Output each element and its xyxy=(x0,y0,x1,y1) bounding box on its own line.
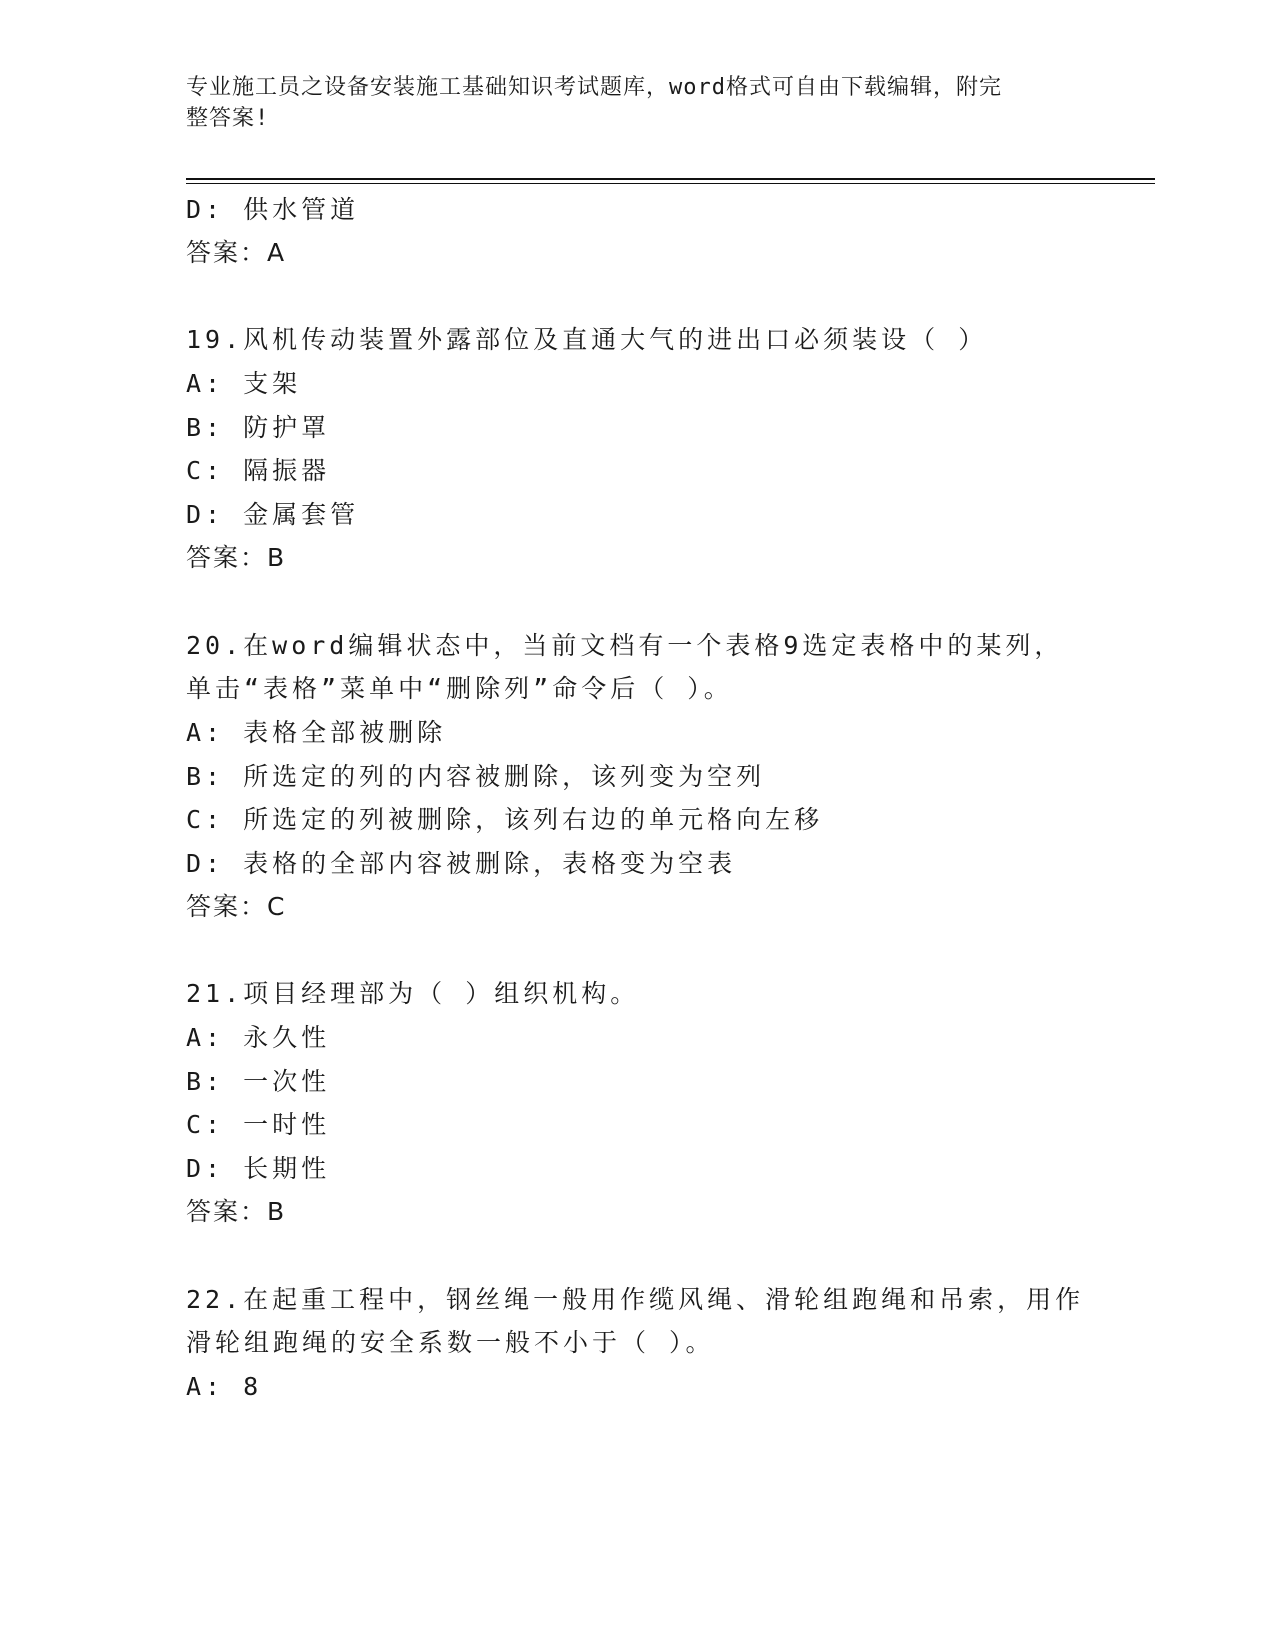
prev-option-d: D: 供水管道 xyxy=(186,195,360,224)
question-22-option-a: A: 8 xyxy=(186,1372,263,1401)
question-20-option-b: B: 所选定的列的内容被删除，该列变为空列 xyxy=(186,762,766,791)
question-21-option-a: A: 永久性 xyxy=(186,1023,331,1052)
question-20-option-a: A: 表格全部被删除 xyxy=(186,718,447,747)
question-22-stem-line-1: 22.在起重工程中，钢丝绳一般用作缆风绳、滑轮组跑绳和吊索，用作 xyxy=(186,1285,1085,1314)
question-21-answer: 答案：B xyxy=(186,1197,287,1226)
question-19-answer: 答案：B xyxy=(186,543,287,572)
question-19-option-b: B: 防护罩 xyxy=(186,413,331,442)
question-19-option-c: C: 隔振器 xyxy=(186,456,331,485)
question-20-stem-line-2: 单击“表格”菜单中“删除列”命令后（ ）。 xyxy=(186,674,733,703)
header-rule-thin xyxy=(186,183,1155,184)
question-22-stem-line-2: 滑轮组跑绳的安全系数一般不小于（ ）。 xyxy=(186,1328,715,1357)
header-line-1: 专业施工员之设备安装施工基础知识考试题库，word格式可自由下载编辑，附完 xyxy=(186,75,1002,100)
header-rule-thick xyxy=(186,178,1155,180)
question-21-stem: 21.项目经理部为（ ）组织机构。 xyxy=(186,979,640,1008)
question-19-option-d: D: 金属套管 xyxy=(186,500,360,529)
page-header xyxy=(186,72,1066,134)
question-19-option-a: A: 支架 xyxy=(186,369,302,398)
question-19-stem: 19.风机传动装置外露部位及直通大气的进出口必须装设（ ） xyxy=(186,325,988,354)
question-20-option-d: D: 表格的全部内容被删除，表格变为空表 xyxy=(186,849,737,878)
question-21-option-c: C: 一时性 xyxy=(186,1110,331,1139)
question-20-option-c: C: 所选定的列被删除，该列右边的单元格向左移 xyxy=(186,805,824,834)
question-21-option-b: B: 一次性 xyxy=(186,1067,331,1096)
prev-answer: 答案：A xyxy=(186,238,287,267)
question-20-answer: 答案：C xyxy=(186,892,287,921)
question-20-stem-line-1: 20.在word编辑状态中，当前文档有一个表格9选定表格中的某列， xyxy=(186,631,1064,660)
question-21-option-d: D: 长期性 xyxy=(186,1154,331,1183)
header-line-2: 整答案! xyxy=(186,106,270,131)
